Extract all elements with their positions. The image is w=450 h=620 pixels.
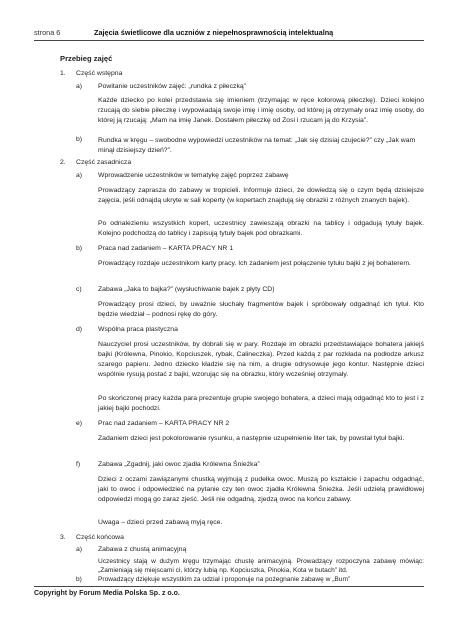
item-label: b) xyxy=(76,245,83,252)
item-title: Zabawa „Zgadnij, jaki owoc zjadła Królewna Śnieżka” xyxy=(98,461,260,468)
section-title: Część zasadnicza xyxy=(76,159,132,166)
page-number: strona 6 xyxy=(34,28,61,37)
item-title: Zabawa „Jaka to bajka?” (wysłuchiwanie bajek z płyty CD) xyxy=(98,286,275,293)
item-title: Powitanie uczestników zajęć: „rundka z piłeczką” xyxy=(98,83,246,90)
item-paragraph: Uwaga – dzieci przed zabawą myją ręce. xyxy=(98,519,223,526)
item-title: Prac nad zadaniem – KARTA PRACY NR 2 xyxy=(98,420,230,427)
item-paragraph: Prowadzący rozdaje uczestnikom karty pracy. Ich zadaniem jest połączenie tytułu bajki z jej bohaterem. xyxy=(98,260,411,267)
item-label: a) xyxy=(76,83,83,90)
section-number: 2. xyxy=(60,159,66,166)
item-paragraph: Zadaniem dzieci jest pokolorowanie rysunku, a następnie uzupełnienie liter tak, by powstał tytuł bajki. xyxy=(98,435,405,442)
section-number: 1. xyxy=(60,70,66,77)
item-label: a) xyxy=(76,546,83,553)
page-header xyxy=(34,26,424,41)
item-paragraph: Uczestnicy stają w dużym kręgu trzymając chustę animacyjną. Prowadzący rozpoczyna zabawę mówiąc: „Zamieniają się miejscami ci, którzy lubią np. Kopciuszka, Pinokia, Kota w butach” itd. xyxy=(98,558,424,574)
item-title: Wspólna praca plastyczna xyxy=(98,326,178,333)
item-paragraph: Dzieci z oczami zawiązanymi chustką wyjmują z pudełka owoc. Muszą po kształcie i zapachu odgadnąć, jaki to owoc i odpowiedzieć na pytanie czy ten owoc zjadła Królewna Śnieżka. Jeśli udzielą prawidłowej odpowiedzi mogą go zaraz zjeść. Jeśli nie odgadną, zjedzą owoc na końcu zabawy. xyxy=(98,476,424,503)
item-title: Zabawa z chustą animacyjną xyxy=(98,546,187,553)
item-paragraph: Nauczyciel prosi uczestników, by dobrali się w pary. Rozdaje im obrazki przedstawiające bohatera jakiejś bajki (Królewna, Pinokio, Kopciuszek, rybak, Calineczka). Przed każdą z par rozkłada na podłodze arkusz szarego papieru. Jedno dziecko kładzie się na nim, a drugie odrysowuje jego kontur. Następnie dzieci wspólnie rysują postać z bajki, wzorując się na obrazku, który wcześniej otrzymały. xyxy=(98,341,424,378)
item-paragraph: Po skończonej pracy każda para prezentuje grupie swojego bohatera, a dzieci mają odgadnąć kto to jest i z jakiej bajki pochodzi. xyxy=(98,395,424,412)
section-title: Część końcowa xyxy=(76,534,124,541)
item-label: c) xyxy=(76,286,82,293)
section-heading: Przebieg zajęć xyxy=(60,54,113,63)
item-paragraph: Po odnalezieniu wszystkich kopert, uczestnicy zawieszają obrazki na tablicy i odgadują tytuły bajek. Kolejno podchodzą do tablicy i zapisują tytuły bajek pod obrazkami. xyxy=(98,220,424,237)
item-paragraph: Prowadzący zaprasza do zabawy w tropicieli. Informuje dzieci, że dowiedzą się o czym będą dzisiejsze zajęcia, jeśli odnajdą ukryte w sali koperty (w kopertach znajdują się obrazki z różnych znanych bajek). xyxy=(98,187,424,204)
item-label: b) xyxy=(76,136,83,143)
page-footer: Copyright by Forum Media Polska Sp. z o.o. xyxy=(34,586,424,597)
item-label: f) xyxy=(76,461,81,468)
section-number: 3. xyxy=(60,534,66,541)
item-label: a) xyxy=(76,172,83,179)
item-label: d) xyxy=(76,326,83,333)
item-title: Rundka w kręgu – swobodne wypowiedzi uczestników na temat: „Jak się dzisiaj czujecie?” czy „Jak wam minął dzisiejszy dzień?”. xyxy=(98,137,416,154)
item-title: Wprowadzenie uczestników w tematykę zajęć poprzez zabawę xyxy=(98,172,289,179)
item-label: e) xyxy=(76,420,83,427)
item-label: b) xyxy=(76,576,82,583)
item-title: Praca nad zadaniem – KARTA PRACY NR 1 xyxy=(98,245,234,252)
running-title: Zajęcia świetlicowe dla uczniów z niepełnosprawnością intelektualną xyxy=(94,28,334,37)
item-paragraph: Każde dziecko po kolei przedstawia się imieniem (trzymając w ręce kolorową piłeczkę). Dzieci kolejno rzucają do siebie piłeczkę i wypowiadają swoje imię i imię osoby, od której ją otrzymały oraz imię osoby, do której ją rzucają: „Mam na imię Janek. Dostałem piłeczkę od Zosi i rzucam ją do Krzysia”. xyxy=(98,97,424,124)
item-paragraph: Prowadzący prosi dzieci, by uważnie słuchały fragmentów bajek i spróbowały odgadnąć ich tytuł. Kto będzie wiedział – podnosi rękę do góry. xyxy=(98,301,424,318)
section-title: Część wstępna xyxy=(76,70,123,77)
item-title: Prowadzący dziękuje wszystkim za udział i proponuje na pożegnanie zabawę w „Bum” xyxy=(98,576,351,583)
